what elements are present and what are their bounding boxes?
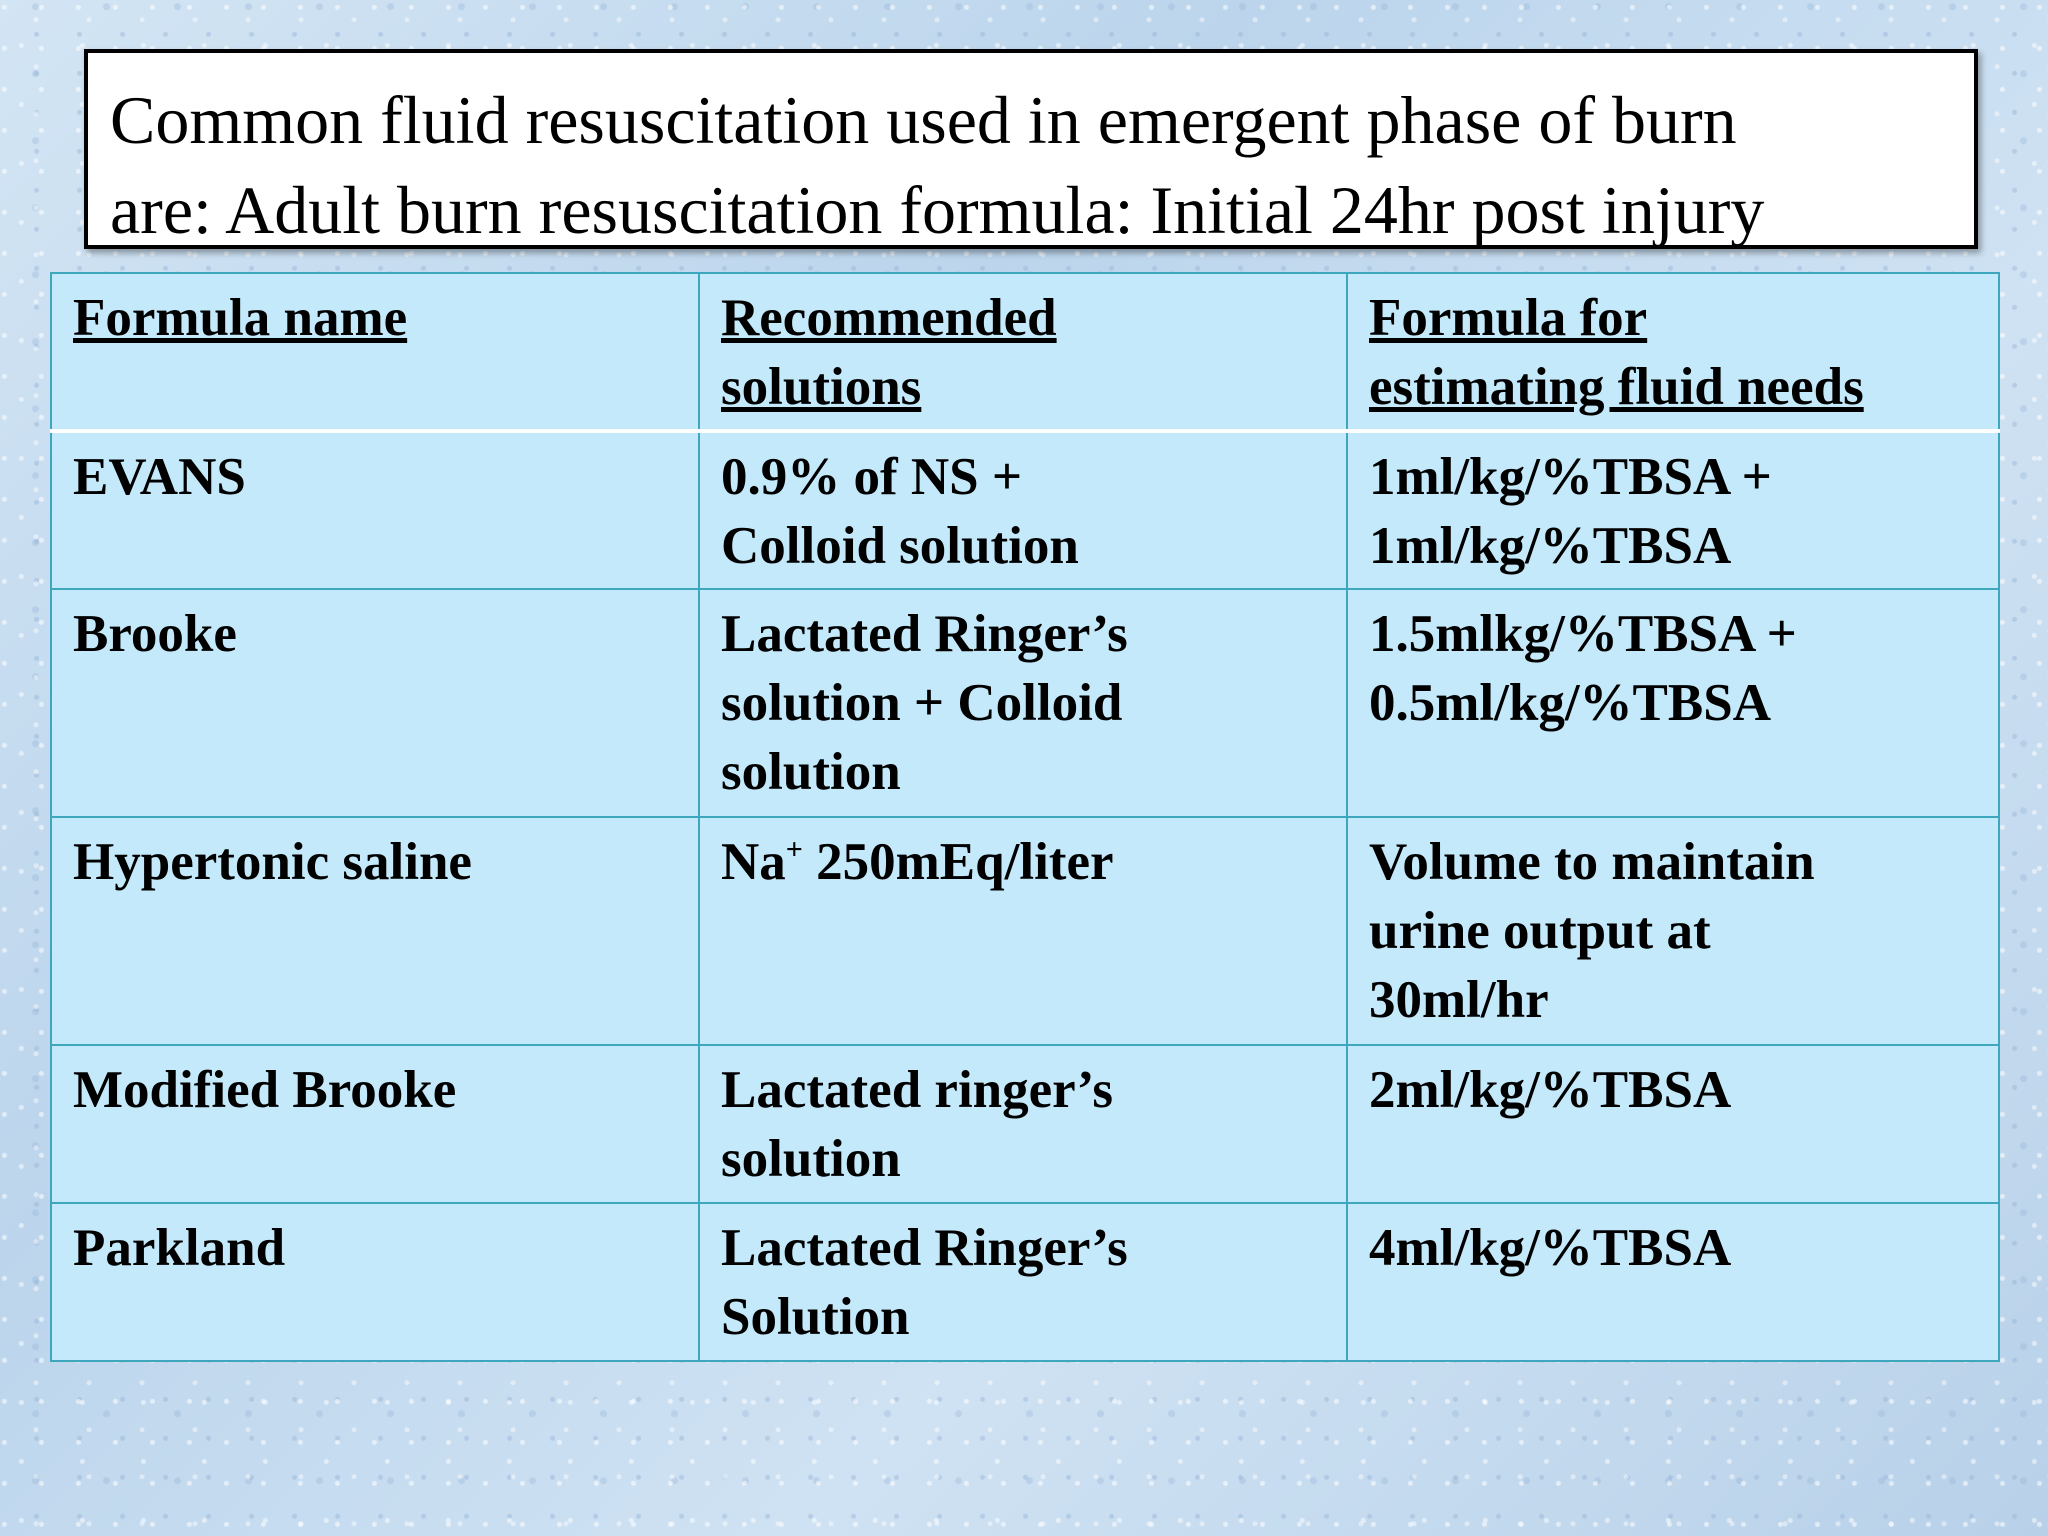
cell-formula-name: Parkland [51,1203,699,1361]
cell-formula-name: Brooke [51,589,699,817]
table-row [51,817,1999,1045]
header-recommended-solutions: Recommended solutions [699,273,1347,431]
slide-title-line-1: Common fluid resuscitation used in emergent phase of burn [110,82,1737,158]
positive-charge-superscript: + [785,833,803,866]
slide-title-line-2: are: Adult burn resuscitation formula: Initial 24hr post injury [110,172,1765,248]
slide-title [84,49,1978,249]
cell-recommended-solution: Lactated Ringer’s Solution [699,1203,1347,1361]
cell-fluid-formula: 4ml/kg/%TBSA [1347,1203,1999,1361]
table-header-row [51,273,1999,431]
burn-resuscitation-formula-table [50,272,2000,1362]
cell-recommended-solution: Lactated Ringer’s solution + Colloid solution [699,589,1347,817]
cell-fluid-formula: 1.5mlkg/%TBSA + 0.5ml/kg/%TBSA [1347,589,1999,817]
cell-recommended-solution: 0.9% of NS + Colloid solution [699,431,1347,589]
table-row [51,1045,1999,1203]
cell-fluid-formula: 2ml/kg/%TBSA [1347,1045,1999,1203]
cell-recommended-solution: Lactated ringer’s solution [699,1045,1347,1203]
table-row [51,589,1999,817]
cell-fluid-formula: 1ml/kg/%TBSA + 1ml/kg/%TBSA [1347,431,1999,589]
cell-fluid-formula: Volume to maintain urine output at 30ml/hr [1347,817,1999,1045]
table-row [51,1203,1999,1361]
cell-formula-name: Modified Brooke [51,1045,699,1203]
cell-formula-name: EVANS [51,431,699,589]
header-formula-for-estimating: Formula for estimating fluid needs [1347,273,1999,431]
table-row [51,431,1999,589]
cell-recommended-solution [699,817,1347,1045]
sodium-concentration: Na+ 250mEq/liter [721,833,1114,891]
header-formula-name: Formula name [51,273,699,431]
cell-formula-name: Hypertonic saline [51,817,699,1045]
